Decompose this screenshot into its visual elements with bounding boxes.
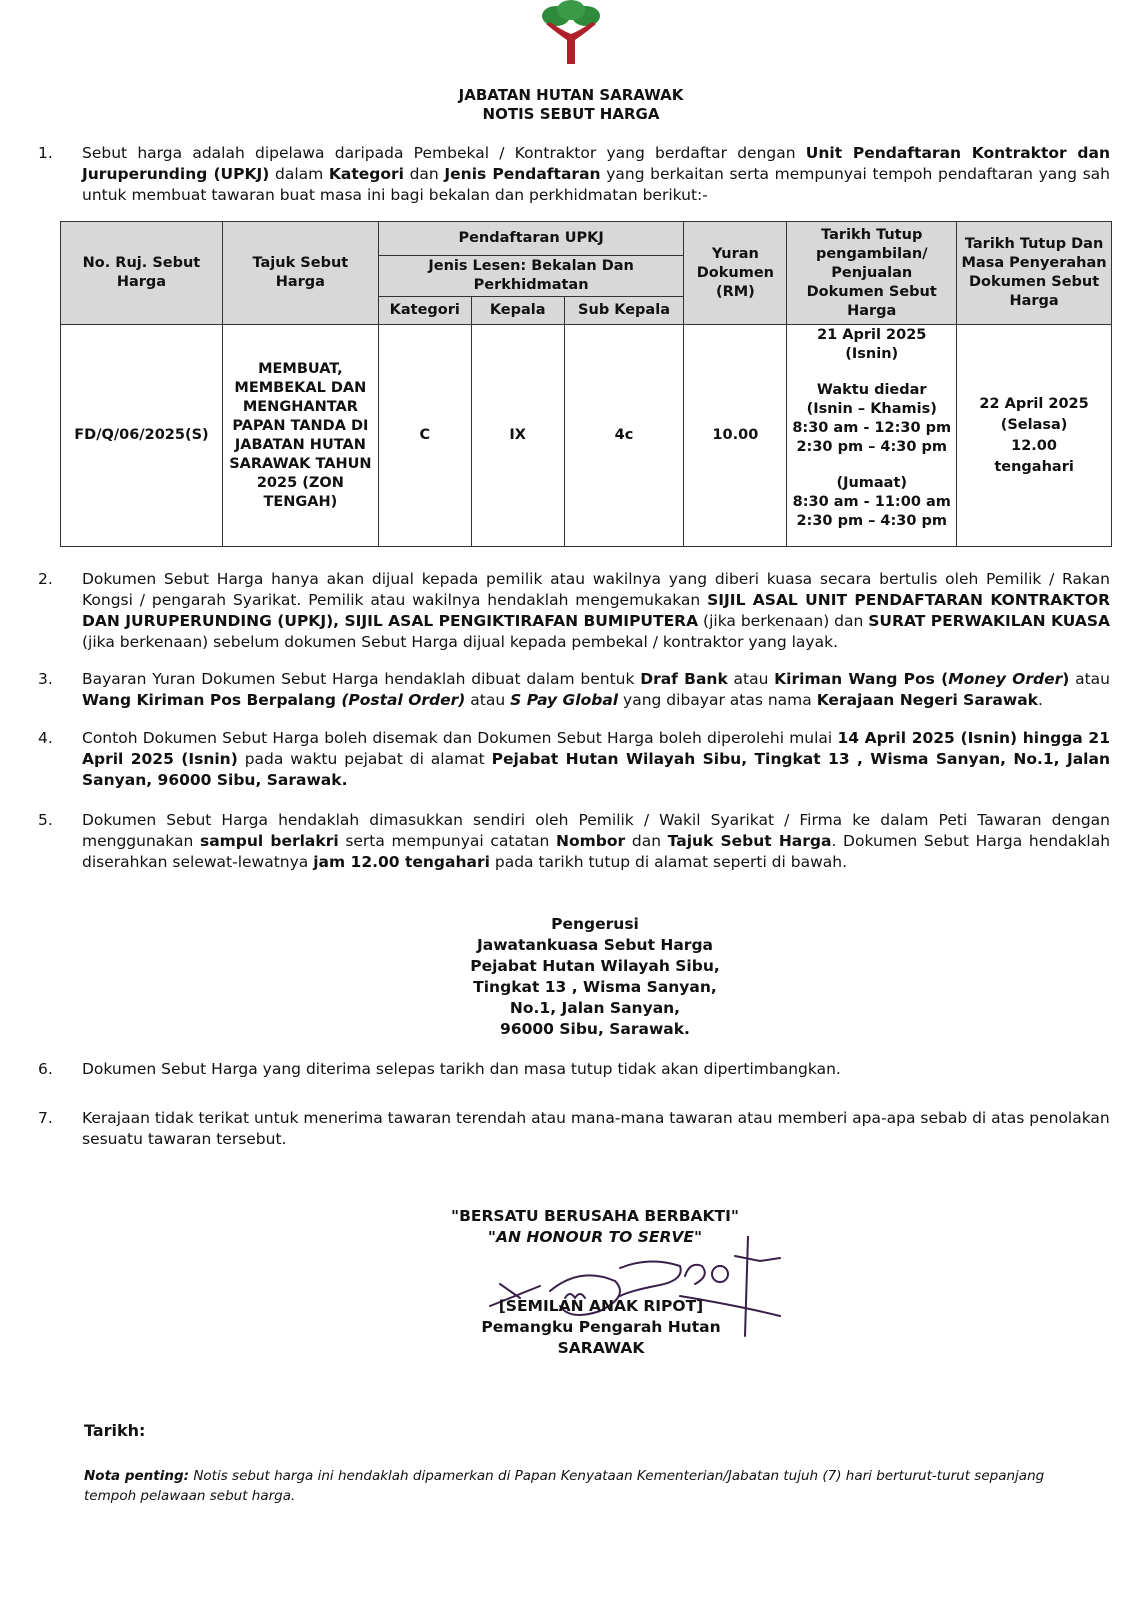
text: Dokumen Sebut Harga yang diterima selepas tarikh dan masa tutup tidak akan dipertimbangkan. xyxy=(82,1060,841,1078)
header-tutup-ambil: Tarikh Tutup pengambilan/ Penjualan Dokumen Sebut Harga xyxy=(787,222,957,325)
bold-text: Kiriman Wang Pos ( xyxy=(774,670,949,688)
ambil-waktu: Waktu diedar xyxy=(816,382,927,398)
address-line: 96000 Sibu, Sarawak. xyxy=(500,1020,690,1038)
cell-ref: FD/Q/06/2025(S) xyxy=(61,325,223,547)
text: Kerajaan tidak terikat untuk menerima tawaran terendah atau mana-mana tawaran atau memberi apa-apa sebab di atas penolakan sesuatu tawaran tersebut. xyxy=(82,1109,1110,1148)
paragraph-6 xyxy=(38,1059,1110,1080)
bold-text: Wang Kiriman Pos Berpalang xyxy=(82,691,342,709)
ambil-time4: 2:30 pm – 4:30 pm xyxy=(796,513,948,529)
text: dan xyxy=(403,165,445,183)
cell-kepala: IX xyxy=(471,325,564,547)
text: Dokumen Sebut Harga hanya akan dijual kepada pemilik atau wakilnya yang diberi kuasa secara bertulis oleh Pemilik / Rakan Kongsi / pengarah Syarikat. Pemilik atau wakilnya hendaklah mengemukakan xyxy=(82,570,1110,609)
bold-italic-text: S Pay Global xyxy=(510,691,619,709)
bold-italic-text: Money Order xyxy=(948,670,1063,688)
motto-line: "BERSATU BERUSAHA BERBAKTI" xyxy=(451,1207,739,1225)
cell-kategori: C xyxy=(378,325,471,547)
text: (jika berkenaan) sebelum dokumen Sebut Harga dijual kepada pembekal / kontraktor yang layak. xyxy=(82,633,839,651)
bold-text: sampul berlakri xyxy=(199,832,339,850)
header-subkepala: Sub Kepala xyxy=(564,297,684,325)
paragraph-3 xyxy=(38,669,1110,711)
bold-text: SURAT PERWAKILAN KUASA xyxy=(868,612,1111,630)
bold-text: Tajuk Sebut Harga xyxy=(667,832,832,850)
cell-tutup-ambil xyxy=(787,325,957,547)
text: . Dokumen Sebut Harga hendaklah diserahkan selewat-lewatnya xyxy=(82,832,1111,871)
bold-text: Jenis Pendaftaran xyxy=(444,165,601,183)
text: pada waktu pejabat di alamat xyxy=(237,750,492,768)
nota-penting xyxy=(84,1466,1074,1506)
notice-title: NOTIS SEBUT HARGA xyxy=(482,105,660,123)
text: dalam xyxy=(269,165,329,183)
text: . xyxy=(1037,691,1043,709)
signatory-name: [SEMILAN ANAK RIPOT] xyxy=(498,1297,704,1315)
paragraph-number: 2. xyxy=(38,570,53,588)
jabatan-hutan-logo xyxy=(536,0,606,66)
text: (jika berkenaan) dan xyxy=(698,612,869,630)
header-yuran: Yuran Dokumen (RM) xyxy=(684,222,787,325)
cell-subkepala: 4c xyxy=(564,325,684,547)
text: yang dibayar atas nama xyxy=(618,691,817,709)
org-name: JABATAN HUTAN SARAWAK xyxy=(458,86,684,104)
header-kepala: Kepala xyxy=(471,297,564,325)
serah-time: 12.00 xyxy=(1011,437,1057,454)
ambil-time2: 2:30 pm – 4:30 pm xyxy=(796,439,948,455)
signatory xyxy=(30,1296,1142,1359)
serah-date: 22 April 2025 xyxy=(979,395,1089,412)
address-block xyxy=(0,914,1142,1040)
paragraph-4 xyxy=(38,728,1110,791)
bold-text: Kategori xyxy=(328,165,404,183)
address-line: Pengerusi xyxy=(551,915,639,933)
serah-day: (Selasa) xyxy=(1000,416,1068,433)
ambil-time1: 8:30 am - 12:30 pm xyxy=(792,420,952,436)
text: yang berkaitan serta mempunyai tempoh pendaftaran yang sah untuk membuat tawaran buat masa ini bagi bekalan dan perkhidmatan berikut:- xyxy=(82,165,1110,204)
paragraph-5 xyxy=(38,810,1110,873)
nota-label: Nota penting: xyxy=(84,1468,190,1484)
cell-title: MEMBUAT, MEMBEKAL DAN MENGHANTAR PAPAN TANDA DI JABATAN HUTAN SARAWAK TAHUN 2025 (ZON TENGAH) xyxy=(222,325,378,547)
text: atau xyxy=(727,670,775,688)
paragraph-number: 7. xyxy=(38,1109,53,1127)
bold-text: Kerajaan Negeri Sarawak xyxy=(816,691,1038,709)
bold-text: Nombor xyxy=(556,832,626,850)
address-line: Jawatankuasa Sebut Harga xyxy=(476,936,714,954)
address-line: Pejabat Hutan Wilayah Sibu, xyxy=(470,957,720,975)
paragraph-2 xyxy=(38,569,1110,653)
address-line: No.1, Jalan Sanyan, xyxy=(509,999,681,1017)
tarikh-label: Tarikh: xyxy=(84,1421,146,1440)
quotation-table xyxy=(60,221,1112,547)
paragraph-number: 6. xyxy=(38,1060,53,1078)
text: Sebut harga adalah dipelawa daripada Pembekal / Kontraktor yang berdaftar dengan xyxy=(82,144,806,162)
paragraph-number: 1. xyxy=(38,144,53,162)
ambil-days1: (Isnin – Khamis) xyxy=(806,401,937,417)
paragraph-7 xyxy=(38,1108,1110,1150)
bold-text: SIJIL ASAL UNIT PENDAFTARAN KONTRAKTOR DAN JURUPERUNDING (UPKJ), SIJIL ASAL PENGIKTIRAFAN BUMIPUTERA xyxy=(82,591,1110,630)
signatory-state: SARAWAK xyxy=(557,1339,645,1357)
motto-english: "AN HONOUR TO SERVE" xyxy=(487,1228,703,1246)
bold-text: 14 April 2025 (Isnin) hingga 21 April 2025 (Isnin) xyxy=(82,729,1110,768)
paragraph-1 xyxy=(38,143,1110,206)
nota-text: Notis sebut harga ini hendaklah dipamerkan di Papan Kenyataan Kementerian/Jabatan tujuh (7) hari berturut-turut sepanjang tempoh pelawaan sebut harga. xyxy=(84,1468,1045,1504)
bold-italic-text: (Postal Order) xyxy=(341,691,466,709)
header xyxy=(0,86,1142,124)
text: pada tarikh tutup di alamat seperti di bawah. xyxy=(489,853,848,871)
text: Dokumen Sebut Harga hendaklah dimasukkan sendiri oleh Pemilik / Wakil Syarikat / Firma ke dalam Peti Tawaran dengan menggunakan xyxy=(82,811,1110,850)
paragraph-number: 4. xyxy=(38,729,53,747)
bold-text: Unit Pendaftaran Kontraktor dan Juruperunding (UPKJ) xyxy=(82,144,1110,183)
signatory-position: Pemangku Pengarah Hutan xyxy=(481,1318,721,1336)
text: Bayaran Yuran Dokumen Sebut Harga hendaklah dibuat dalam bentuk xyxy=(82,670,641,688)
bold-text: ) xyxy=(1062,670,1070,688)
header-jenis-lesen: Jenis Lesen: Bekalan Dan Perkhidmatan xyxy=(378,256,684,297)
header-ref: No. Ruj. Sebut Harga xyxy=(61,222,223,325)
bold-text: Pejabat Hutan Wilayah Sibu, Tingkat 13 , Wisma Sanyan, No.1, Jalan Sanyan, 96000 Sibu, Sarawak. xyxy=(82,750,1110,789)
text: atau xyxy=(1069,670,1110,688)
text: atau xyxy=(465,691,511,709)
ambil-date: 21 April 2025 xyxy=(817,327,927,343)
ambil-days2: (Jumaat) xyxy=(836,475,908,491)
table-row xyxy=(61,325,1112,547)
text: dan xyxy=(625,832,668,850)
text: serta mempunyai catatan xyxy=(338,832,557,850)
address-line: Tingkat 13 , Wisma Sanyan, xyxy=(473,978,717,996)
header-title: Tajuk Sebut Harga xyxy=(222,222,378,325)
ambil-time3: 8:30 am - 11:00 am xyxy=(792,494,951,510)
ambil-day: (Isnin) xyxy=(845,346,899,362)
header-tutup-serah: Tarikh Tutup Dan Masa Penyerahan Dokumen Sebut Harga xyxy=(957,222,1112,325)
paragraph-number: 3. xyxy=(38,670,53,688)
cell-yuran: 10.00 xyxy=(684,325,787,547)
bold-text: jam 12.00 tengahari xyxy=(313,853,490,871)
paragraph-number: 5. xyxy=(38,811,53,829)
cell-tutup-serah xyxy=(957,325,1112,547)
header-kategori: Kategori xyxy=(378,297,471,325)
text: Contoh Dokumen Sebut Harga boleh disemak dan Dokumen Sebut Harga boleh diperolehi mulai xyxy=(82,729,838,747)
serah-time2: tengahari xyxy=(994,458,1074,475)
header-upkj: Pendaftaran UPKJ xyxy=(378,222,684,256)
bold-text: Draf Bank xyxy=(640,670,728,688)
